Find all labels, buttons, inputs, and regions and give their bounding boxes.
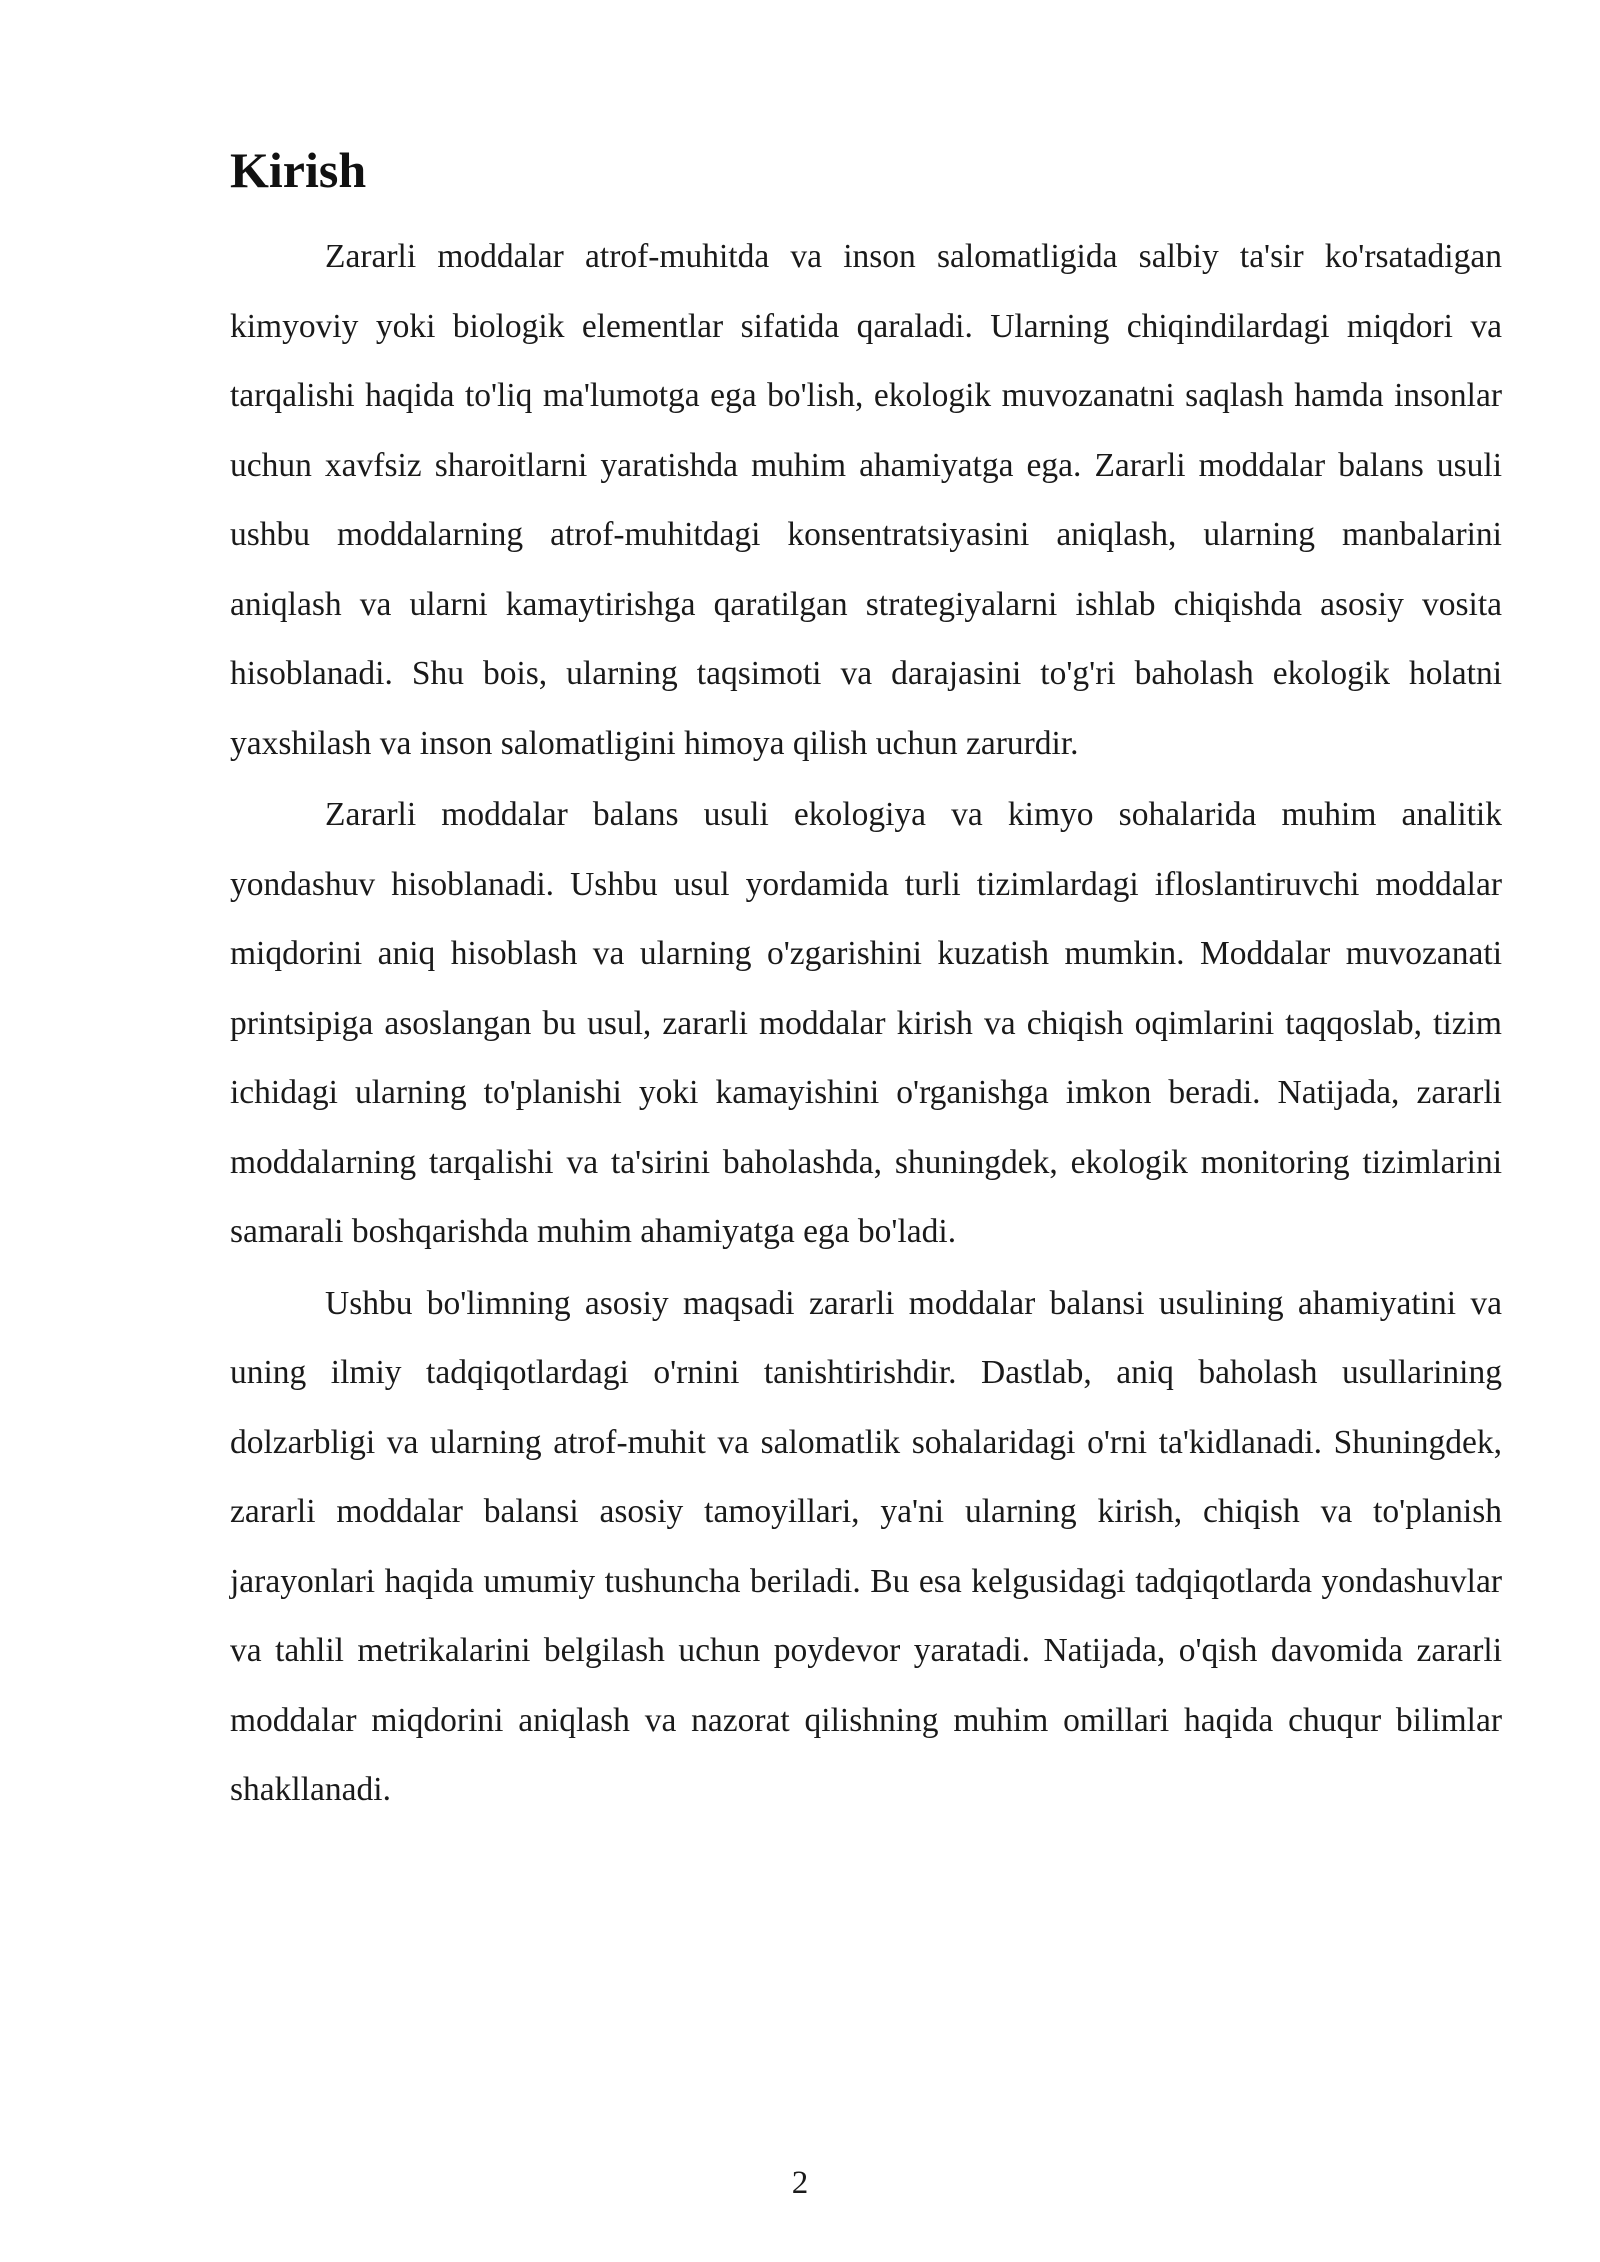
section-heading: Kirish — [230, 142, 367, 198]
paragraph-1: Zararli moddalar atrof-muhitda va inson salomatligida salbiy ta'sir ko'rsatadigan kimyoviy yoki biologik elementlar sifatida qaraladi. Ularning chiqindilardagi miqdori va tarqalishi haqida to'liq ma'lumotga ega bo'lish, ekologik muvozanatni saqlash hamda insonlar uchun xavfsiz sharoitlarni yaratishda muhim ahamiyatga ega. Zararli moddalar balans usuli ushbu moddalarning atrof-muhitdagi konsentratsiyasini aniqlash, ularning manbalarini aniqlash va ularni kamaytirishga qaratilgan strategiyalarni ishlab chiqishda asosiy vosita hisoblanadi. Shu bois, ularning taqsimoti va darajasini to'g'ri baholash ekologik holatni yaxshilash va inson salomatligini himoya qilish uchun zarurdir. — [230, 238, 1502, 762]
paragraph-3: Ushbu bo'limning asosiy maqsadi zararli moddalar balansi usulining ahamiyatini va uning ilmiy tadqiqotlardagi o'rnini tanishtirishdir. Dastlab, aniq baholash usullarining dolzarbligi va ularning atrof-muhit va salomatlik sohalaridagi o'rni ta'kidlanadi. Shuningdek, zararli moddalar balansi asosiy tamoyillari, ya'ni ularning kirish, chiqish va to'planish jarayonlari haqida umumiy tushuncha beriladi. Bu esa kelgusidagi tadqiqotlarda yondashuvlar va tahlil metrikalarini belgilash uchun poydevor yaratadi. Natijada, o'qish davomida zararli moddalar miqdorini aniqlash va nazorat qilishning muhim omillari haqida chuqur bilimlar shakllanadi. — [230, 1284, 1502, 1808]
page-content — [230, 128, 1502, 1827]
page-number: 2 — [791, 2165, 809, 2201]
paragraph-2: Zararli moddalar balans usuli ekologiya va kimyo sohalarida muhim analitik yondashuv hisoblanadi. Ushbu usul yordamida turli tizimlardagi ifloslantiruvchi moddalar miqdorini aniq hisoblash va ularning o'zgarishini kuzatish mumkin. Moddalar muvozanati printsipiga asoslangan bu usul, zararli moddalar kirish va chiqish oqimlarini taqqoslab, tizim ichidagi ularning to'planishi yoki kamayishini o'rganishga imkon beradi. Natijada, zararli moddalarning tarqalishi va ta'sirini baholashda, shuningdek, ekologik monitoring tizimlarini samarali boshqarishda muhim ahamiyatga ega bo'ladi. — [230, 796, 1502, 1250]
